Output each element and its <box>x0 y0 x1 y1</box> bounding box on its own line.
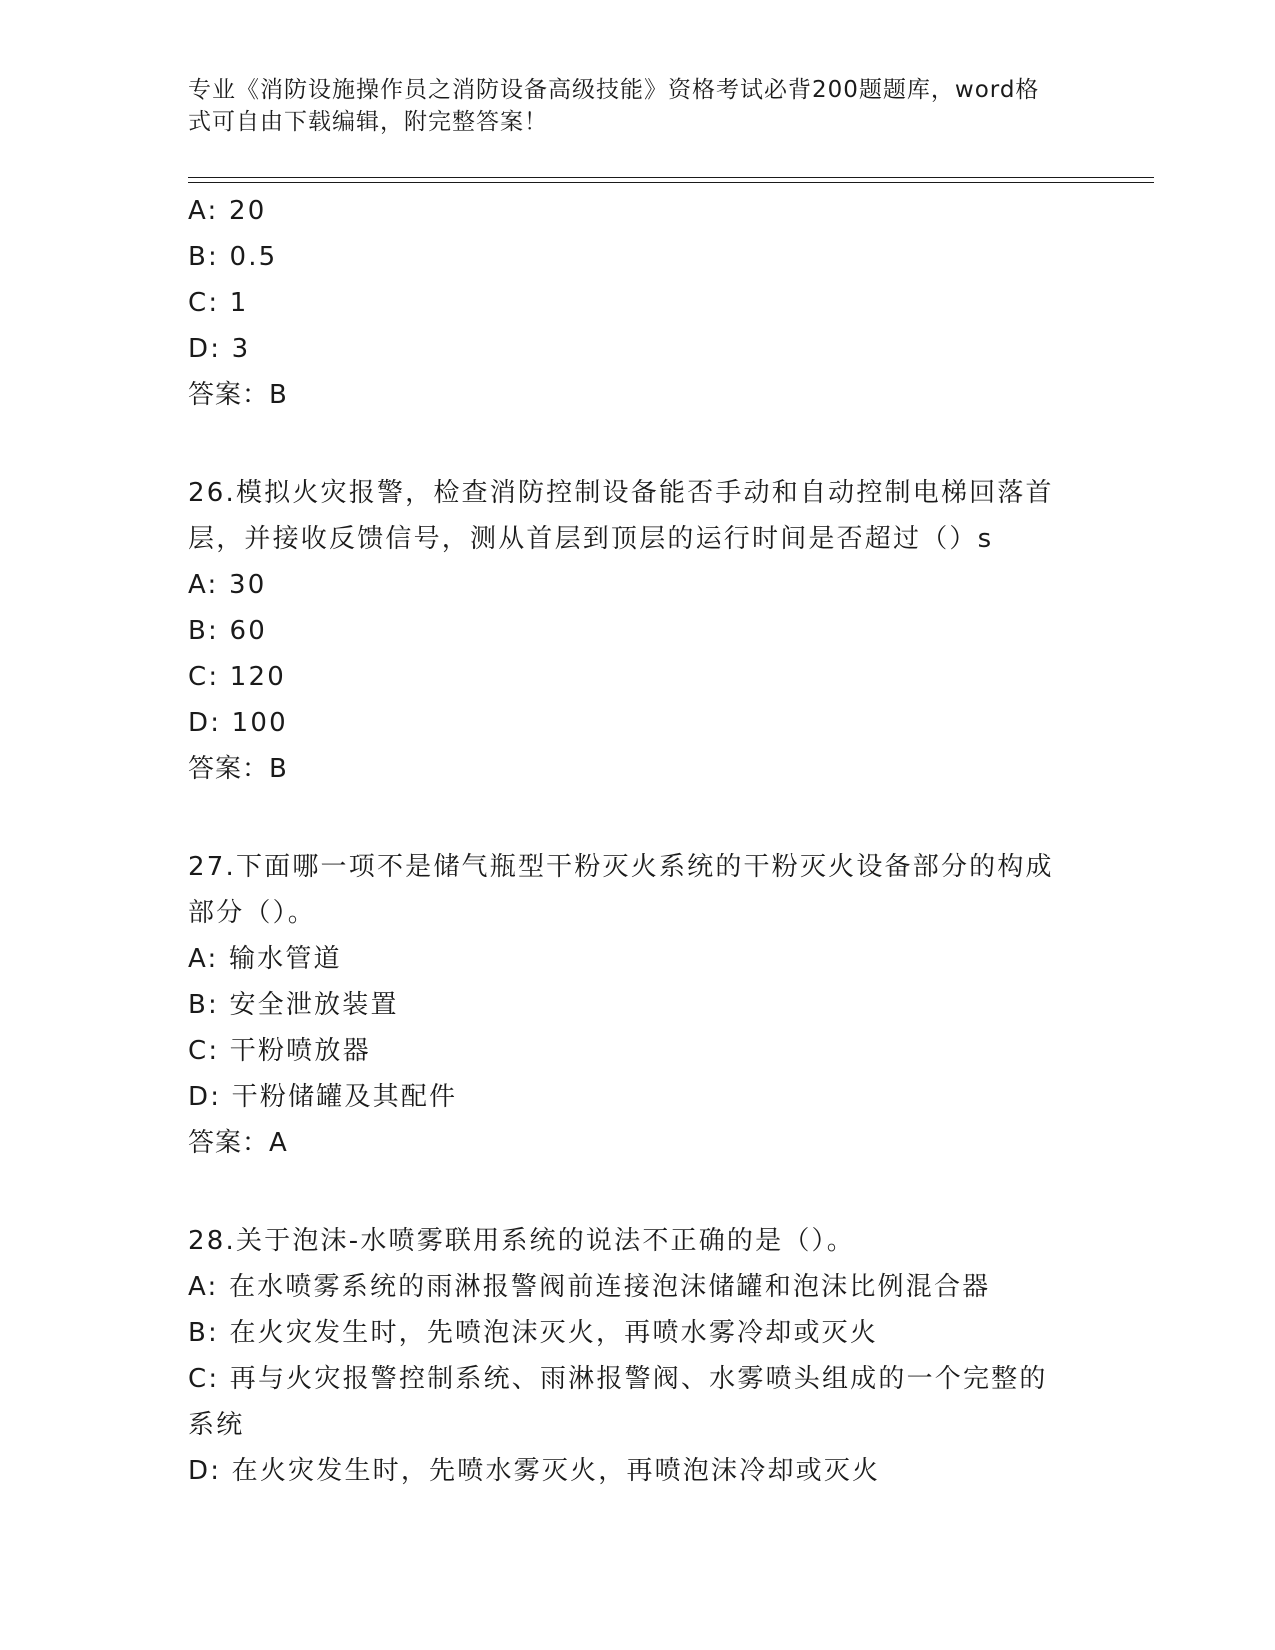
q25-answer: 答案：B <box>188 380 288 410</box>
q27-option-c: C: 干粉喷放器 <box>188 1036 371 1066</box>
question-27 <box>188 844 1088 1166</box>
q27-option-b: B: 安全泄放装置 <box>188 990 399 1020</box>
question-25 <box>188 188 1088 418</box>
q26-option-a: A: 30 <box>188 570 267 600</box>
q28-option-b: B: 在火灾发生时，先喷泡沫灭火，再喷水雾冷却或灭火 <box>188 1318 879 1348</box>
q27-text-line-2: 部分（）。 <box>188 898 317 928</box>
q27-text-line-1: 27.下面哪一项不是储气瓶型干粉灭火系统的干粉灭火设备部分的构成 <box>188 852 1054 882</box>
document-header <box>188 74 1068 138</box>
q26-text-line-1: 26.模拟火灾报警，检查消防控制设备能否手动和自动控制电梯回落首 <box>188 478 1054 508</box>
q26-answer: 答案：B <box>188 754 288 784</box>
q25-option-b: B: 0.5 <box>188 242 278 272</box>
q27-option-a: A: 输水管道 <box>188 944 342 974</box>
q25-option-a: A: 20 <box>188 196 267 226</box>
q28-option-d: D: 在火灾发生时，先喷水雾灭火，再喷泡沫冷却或灭火 <box>188 1456 881 1486</box>
q27-option-d: D: 干粉储罐及其配件 <box>188 1082 458 1112</box>
q26-option-d: D: 100 <box>188 708 288 738</box>
header-line-2: 式可自由下载编辑，附完整答案！ <box>188 109 548 135</box>
q28-option-c-continued: 系统 <box>188 1410 245 1440</box>
question-28 <box>188 1218 1088 1494</box>
q27-answer: 答案：A <box>188 1128 288 1158</box>
question-content <box>188 188 1088 1494</box>
q26-option-b: B: 60 <box>188 616 267 646</box>
q26-option-c: C: 120 <box>188 662 287 692</box>
q28-option-a: A: 在水喷雾系统的雨淋报警阀前连接泡沫储罐和泡沫比例混合器 <box>188 1272 991 1302</box>
header-rule-bottom <box>188 182 1154 183</box>
q25-option-d: D: 3 <box>188 334 251 364</box>
q25-option-c: C: 1 <box>188 288 249 318</box>
header-rule-top <box>188 177 1154 178</box>
question-26 <box>188 470 1088 792</box>
q28-text-line-1: 28.关于泡沫-水喷雾联用系统的说法不正确的是（）。 <box>188 1226 855 1256</box>
q28-option-c: C: 再与火灾报警控制系统、雨淋报警阀、水雾喷头组成的一个完整的 <box>188 1364 1048 1394</box>
header-line-1: 专业《消防设施操作员之消防设备高级技能》资格考试必背200题题库，word格 <box>188 77 1040 103</box>
q26-text-line-2: 层，并接收反馈信号，测从首层到顶层的运行时间是否超过（）s <box>188 524 994 554</box>
